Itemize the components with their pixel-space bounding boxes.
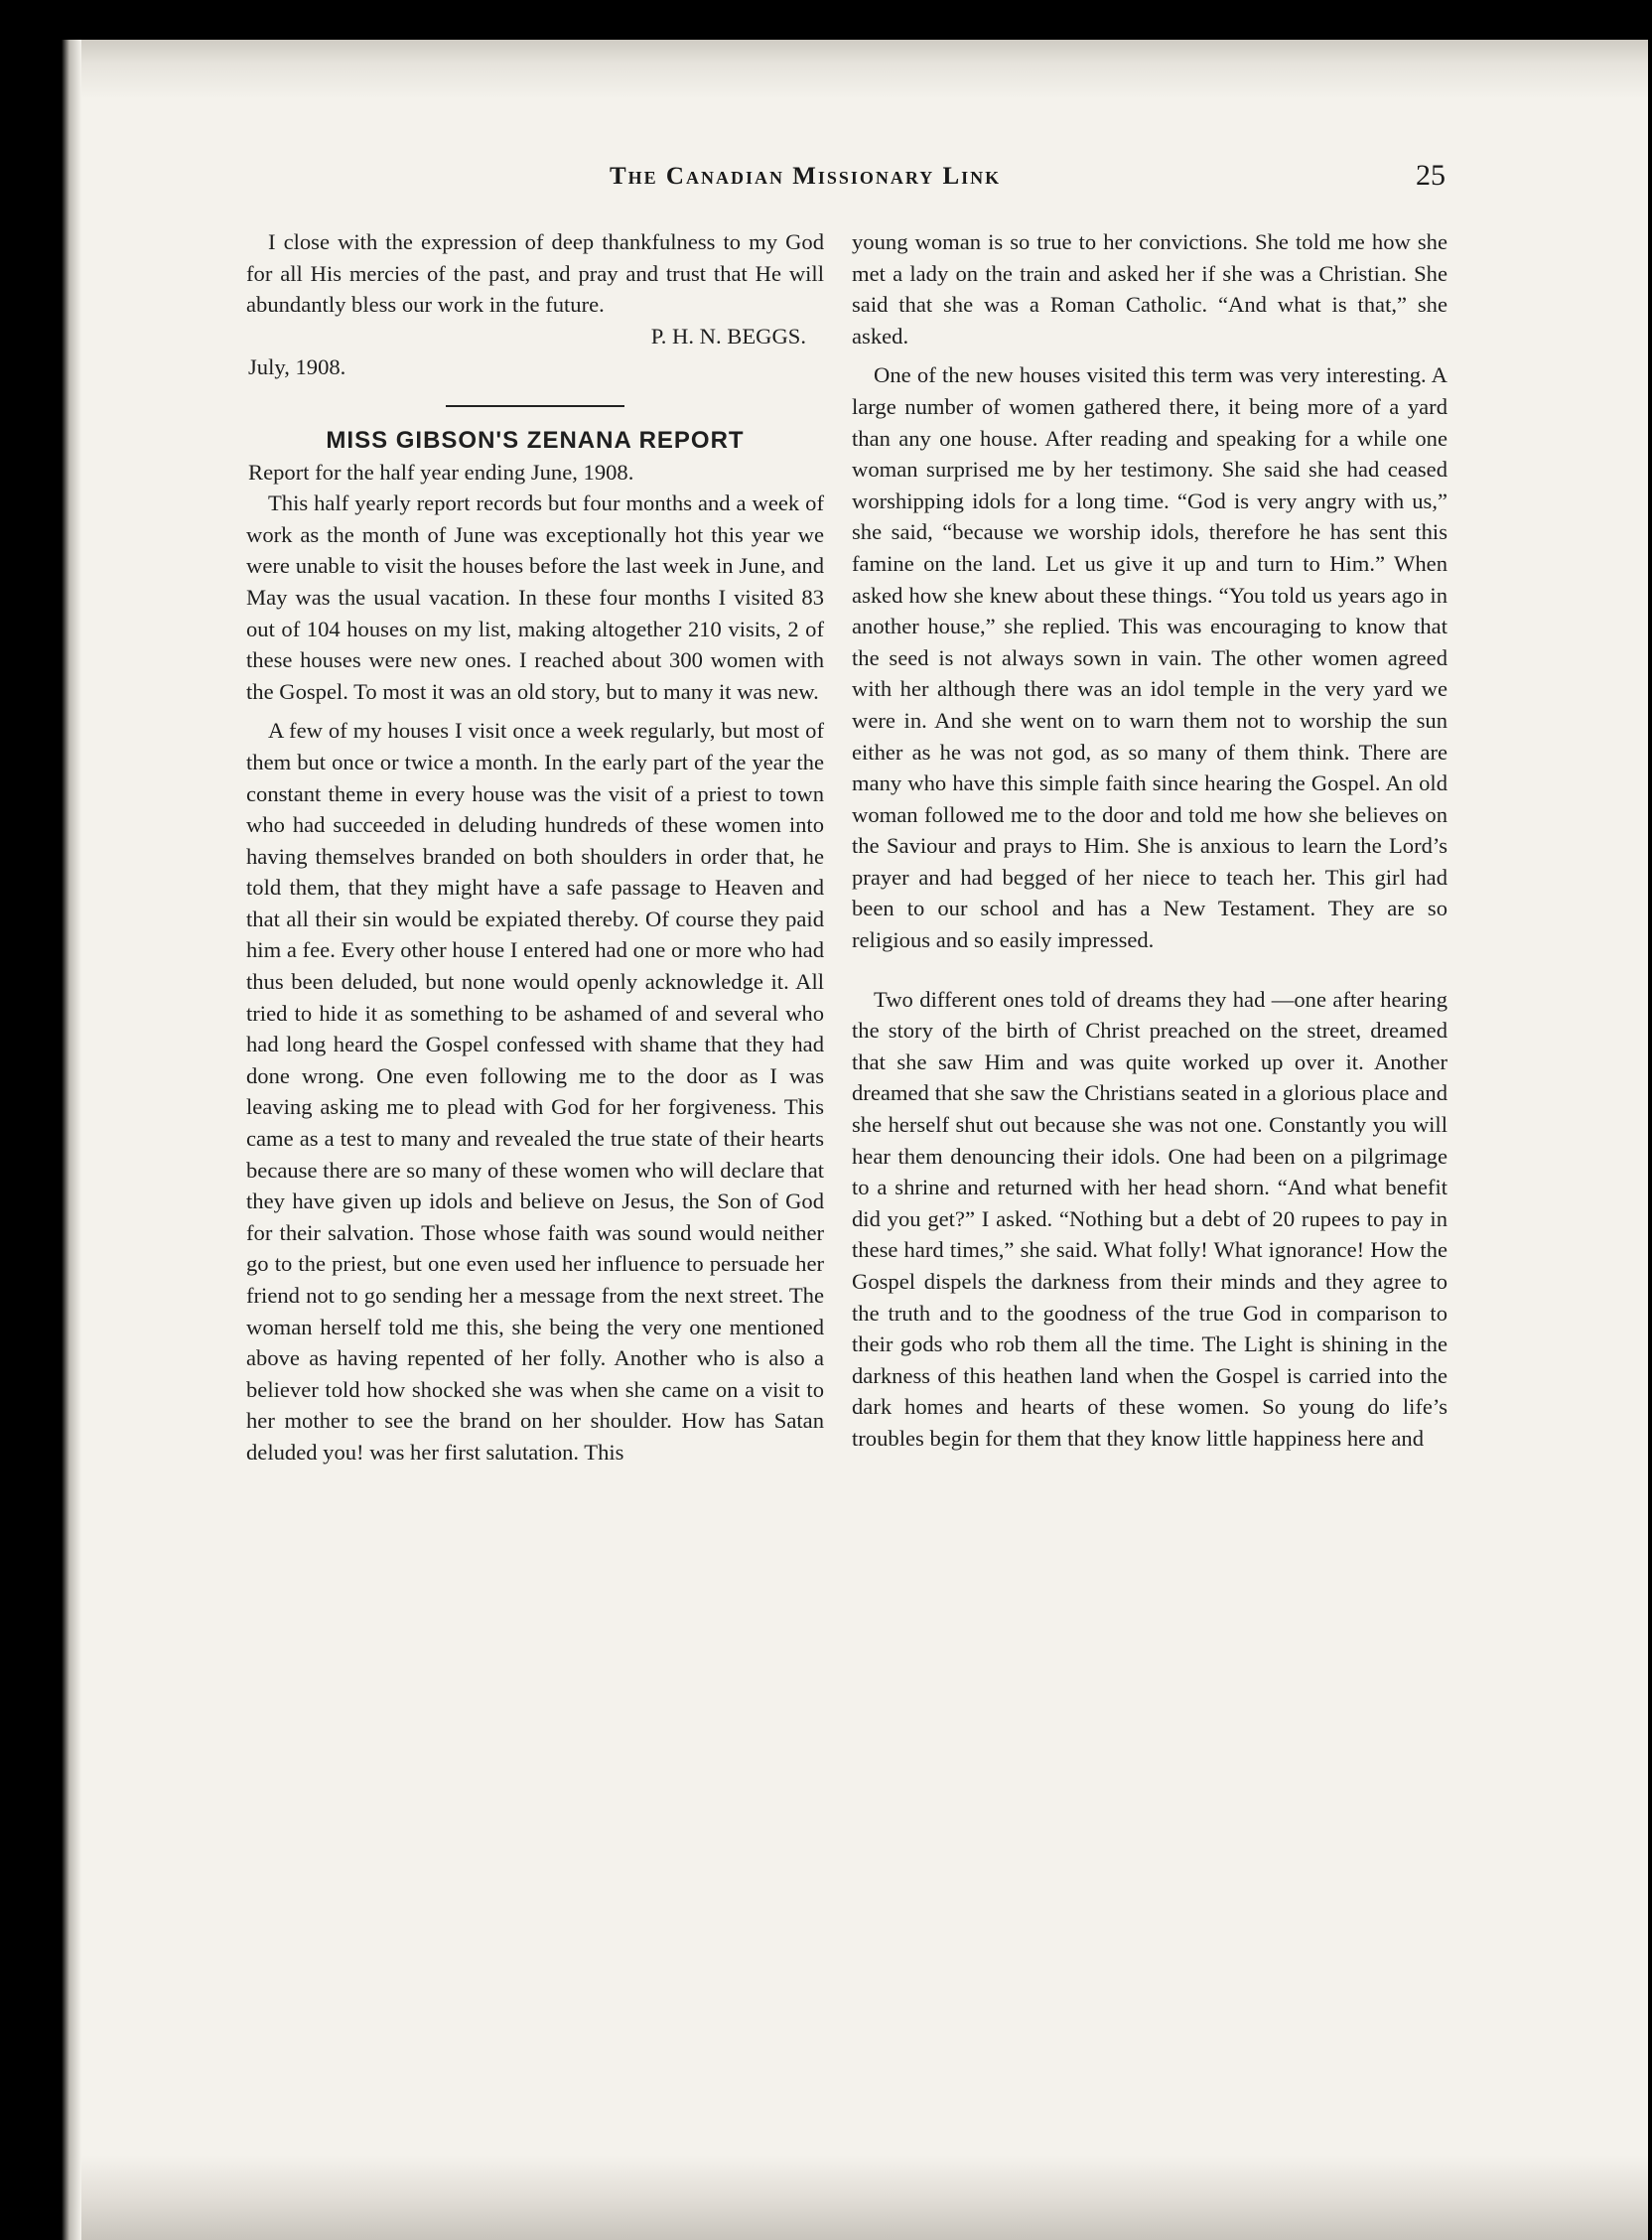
closing-paragraph: I close with the expression of deep thankfulness to my God for all His mercies of the past, and pray and trust that He will abundantly bless our work in the future. [246,229,824,318]
right-column [852,226,1447,1455]
scan-border-left [0,40,81,2240]
body-paragraph: This half yearly report records but four months and a week of work as the month of June was exceptionally hot this year we were unable to visit the houses before the last week in June, and May was the usual vacation. In these four months I visited 83 out of 104 houses on my list, making altogether 210 visits, 2 of these houses were new ones. I reached about 300 women with the Gospel. To most it was an old story, but to many it was new. [246,490,824,704]
report-subtitle: Report for the half year ending June, 1908. [248,459,634,485]
page-number: 25 [1416,159,1446,192]
body-paragraph: young woman is so true to her convictions. She told me how she met a lady on the train and asked her if she was a Christian. She said that she was a Roman Catholic. “And what is that,” she asked. [852,229,1447,349]
letter-date: July, 1908. [248,354,346,380]
body-paragraph: Two different ones told of dreams they had —one after hearing the story of the birth of Christ preached on the street, dreamed that she saw Him and was quite worked up over it. Another dreamed that she saw the Christians seated in a glorious place and she herself shut out because she was not one. Constantly you will hear them denouncing their idols. One had been on a pilgrimage to a shrine and returned with her head shorn. “And what benefit did you get?” I asked. “Nothing but a debt of 20 rupees to pay in these hard times,” she said. What folly! What ignorance! How the Gospel dispels the darkness from their minds and they agree to the truth and to the goodness of the true God in comparison to their gods who rob them all the time. The Light is shining in the darkness of this heathen land when the Gospel is carried into the dark homes and hearts of these women. So young do life’s troubles begin for them that they know little happiness here and [852,986,1447,1451]
report-title: MISS GIBSON'S ZENANA REPORT [326,426,745,454]
body-paragraph: A few of my houses I visit once a week regularly, but most of them but once or twice a month. In the early part of the year the constant theme in every house was the visit of a priest to town who had succeeded in deluding hundreds of these women into having themselves branded on both shoulders in order that, he told them, that they might have a safe passage to Heaven and that all their sin would be expiated thereby. Of course they paid him a fee. Every other house I entered had one or more who had thus been deluded, but none would openly acknowledge it. All tried to hide it as something to be ashamed of and several who had long heard the Gospel confessed with shame that they had done wrong. One even following me to the door as I was leaving asking me to plead with God for her forgiveness. This came as a test to many and revealed the true state of their hearts because there are so many of these women who will declare that they have given up idols and believe on Jesus, the Son of God for their salvation. Those whose faith was sound would neither go to the priest, but one even used her influence to persuade her friend not to go sending her a message from the next street. The woman herself told me this, she being the very one mentioned above as having repented of her folly. Another who is also a believer told how shocked she was when she came on a visit to her mother to see the brand on her shoulder. How has Satan deluded you! was her first salutation. This [246,718,824,1465]
body-paragraph: One of the new houses visited this term was very interesting. A large number of women gathered there, it being more of a yard than any one house. After reading and speaking for a while one woman surprised me by her testimony. She said she had ceased worshipping idols for a long time. “God is very angry with us,” she said, “because we worship idols, therefore he has sent this famine on the land. Let us give it up and turn to Him.” When asked how she knew about these things. “You told us years ago in another house,” she replied. This was encouraging to know that the seed is not always sown in vain. The other women agreed with her although there was an idol temple in the very yard we were in. And she went on to warn them not to worship the sun either as he was not god, as so many of them think. There are many who have this simple faith since hearing the Gospel. An old woman followed me to the door and told me how she believes on the Saviour and prays to Him. She is anxious to learn the Lord’s prayer and had begged of her niece to teach her. This girl had been to our school and has a New Testament. They are so religious and so easily impressed. [852,362,1447,953]
signature: P. H. N. BEGGS. [650,323,806,349]
section-divider [446,405,624,407]
scan-grain-bottom [81,2155,1648,2240]
left-column [246,226,824,1469]
scan-grain-top [81,40,1648,99]
running-header: The Canadian Missionary Link [610,163,1002,190]
